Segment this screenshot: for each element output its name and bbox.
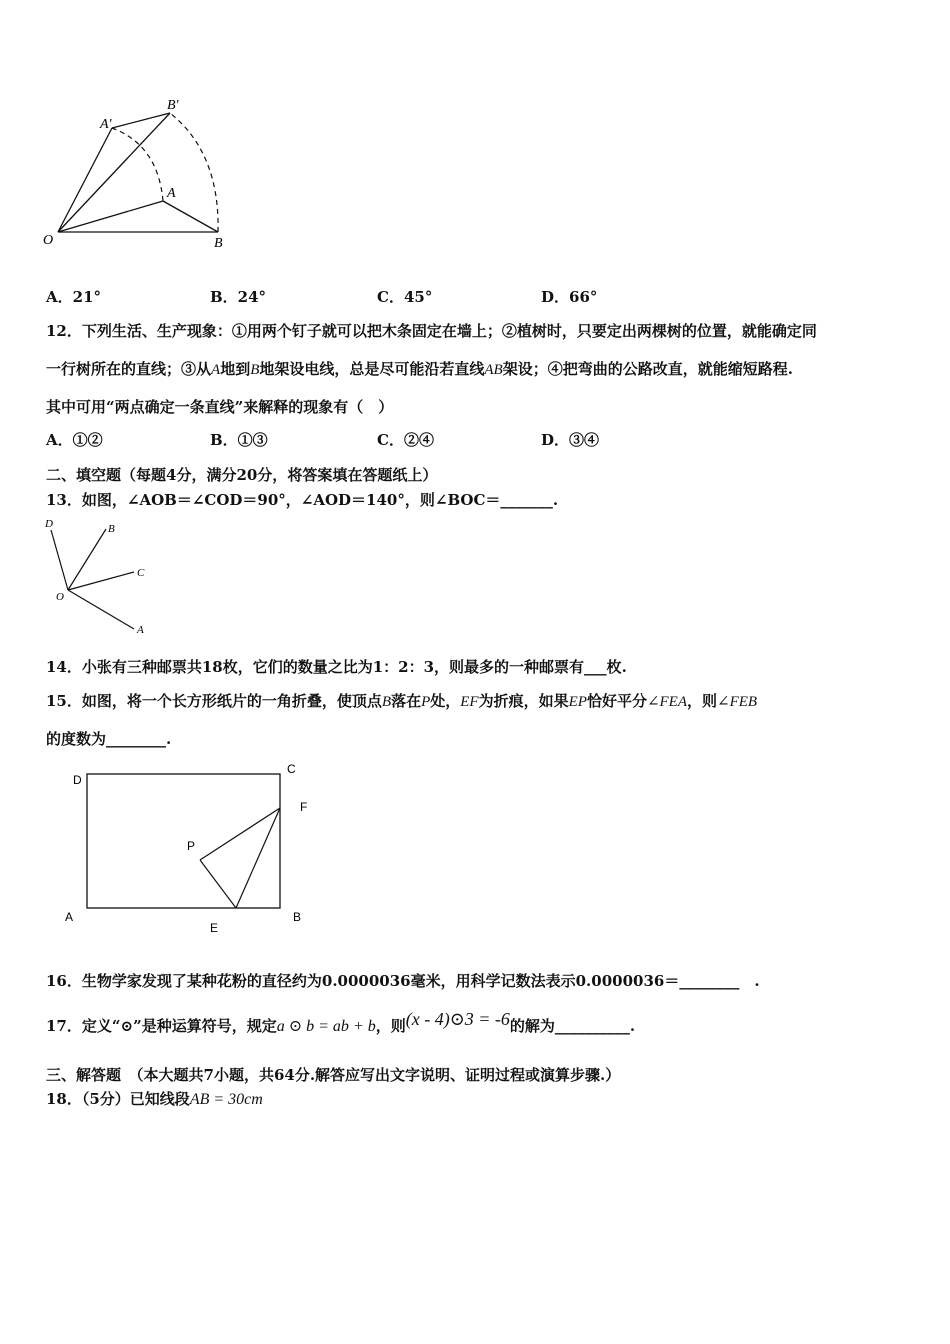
q15-segment-ep: EP bbox=[568, 694, 587, 710]
q12-option-a: A．①② bbox=[46, 431, 103, 449]
q12-point-b: B bbox=[250, 362, 260, 378]
q15-angle-feb: ∠FEB bbox=[717, 694, 758, 710]
ray-od bbox=[51, 530, 68, 590]
label-a: A bbox=[65, 910, 74, 924]
label-f: F bbox=[300, 800, 308, 814]
angle-figure bbox=[42, 515, 162, 640]
label-b: B bbox=[293, 910, 302, 924]
q11-option-b: B．24° bbox=[210, 288, 267, 306]
q15-crease-ef: EF bbox=[460, 694, 479, 710]
label-a: A bbox=[167, 186, 176, 201]
q11-option-c: C．45° bbox=[377, 288, 433, 306]
q15-line-2: 的度数为________. bbox=[46, 730, 172, 748]
rectangle-abcd bbox=[87, 774, 280, 908]
q15-part-3: 处， bbox=[430, 692, 461, 710]
q12-line-2-pre: 一行树所在的直线；③从 bbox=[46, 360, 212, 378]
label-b: B bbox=[214, 236, 223, 251]
q12-option-c: C．②④ bbox=[377, 431, 434, 449]
label-a-prime: A' bbox=[100, 117, 112, 132]
label-a: A bbox=[137, 624, 144, 636]
q15-part-2: 落在 bbox=[391, 692, 422, 710]
q12-segment-ab: AB bbox=[484, 362, 503, 378]
q18-segment: AB = 30cm bbox=[189, 1091, 263, 1108]
section-2-title: 二、填空题（每题4分，满分20分，将答案填在答题纸上） bbox=[46, 466, 438, 484]
label-d: D bbox=[45, 518, 53, 530]
label-c: C bbox=[137, 567, 145, 579]
segment-ob-prime bbox=[58, 113, 170, 232]
label-o: O bbox=[43, 233, 54, 248]
q15-line-1 bbox=[46, 690, 757, 711]
q16-text: 16．生物学家发现了某种花粉的直径约为0.0000036毫米，用科学记数法表示0.0000036＝________ . bbox=[46, 972, 760, 990]
label-p: P bbox=[187, 839, 196, 853]
segment-ab bbox=[163, 201, 218, 232]
q12-line-2-mid1: 地到 bbox=[220, 360, 251, 378]
q17-part-3: 的解为__________. bbox=[509, 1017, 636, 1035]
label-b: B bbox=[108, 523, 115, 535]
q18-part-1: 18．（5分）已知线段 bbox=[46, 1090, 190, 1108]
label-o: O bbox=[56, 591, 64, 603]
label-d: D bbox=[73, 773, 82, 787]
q11-option-a: A．21° bbox=[46, 288, 102, 306]
q15-part-6: ，则 bbox=[687, 692, 718, 710]
q17-part-2: ，则 bbox=[375, 1017, 406, 1035]
q15-point-p: P bbox=[421, 694, 431, 710]
q12-line-2-mid2: 地架设电线，总是尽可能沿若直线 bbox=[259, 360, 485, 378]
rotation-figure bbox=[40, 95, 240, 255]
ray-oa bbox=[68, 590, 134, 629]
arc-a-to-a-prime bbox=[112, 128, 163, 201]
label-b-prime: B' bbox=[167, 98, 179, 113]
q12-point-a: A bbox=[211, 362, 221, 378]
q18-line bbox=[46, 1088, 263, 1109]
q15-part-4: 为折痕，如果 bbox=[478, 692, 569, 710]
q11-option-d: D．66° bbox=[541, 288, 598, 306]
q17-line bbox=[46, 1009, 636, 1036]
q13-text: 13．如图，∠AOB＝∠COD＝90°，∠AOD＝140°，则∠BOC＝_______. bbox=[46, 491, 559, 509]
folded-rectangle-figure bbox=[60, 760, 320, 940]
q12-option-b: B．①③ bbox=[210, 431, 268, 449]
segment-oa-prime bbox=[58, 128, 112, 232]
arc-b-to-b-prime bbox=[170, 113, 218, 232]
q15-vertex-b: B bbox=[381, 694, 392, 710]
q17-equation: (x - 4)⊙3 = -6 bbox=[405, 1009, 510, 1029]
q12-line-1: 12．下列生活、生产现象：①用两个钉子就可以把木条固定在墙上；②植树时，只要定出两棵树的位置，就能确定同 bbox=[46, 322, 817, 340]
q15-angle-fea: ∠FEA bbox=[646, 694, 688, 710]
q12-line-2 bbox=[46, 358, 793, 379]
label-e: E bbox=[210, 921, 219, 935]
q17-rule: a ⊙ b = ab + b bbox=[276, 1018, 376, 1035]
segment-a-prime-b-prime bbox=[112, 113, 170, 128]
segment-oa bbox=[58, 201, 163, 232]
q15-part-1: 15．如图，将一个长方形纸片的一角折叠，使顶点 bbox=[46, 692, 382, 710]
label-c: C bbox=[287, 762, 296, 776]
q14-text: 14．小张有三种邮票共18枚，它们的数量之比为1：2：3，则最多的一种邮票有___枚. bbox=[46, 658, 627, 676]
q12-line-2-post: 架设；④把弯曲的公路改直，就能缩短路程. bbox=[502, 360, 793, 378]
section-3-title: 三、解答题 （本大题共7小题，共64分.解答应写出文字说明、证明过程或演算步骤.） bbox=[46, 1066, 621, 1084]
q17-part-1: 17．定义“⊙”是种运算符号，规定 bbox=[46, 1017, 277, 1035]
q15-part-5: 恰好平分 bbox=[586, 692, 647, 710]
segment-pe bbox=[200, 860, 236, 908]
q12-line-3: 其中可用“两点确定一条直线”来解释的现象有（ ） bbox=[46, 398, 394, 416]
q12-option-d: D．③④ bbox=[541, 431, 600, 449]
